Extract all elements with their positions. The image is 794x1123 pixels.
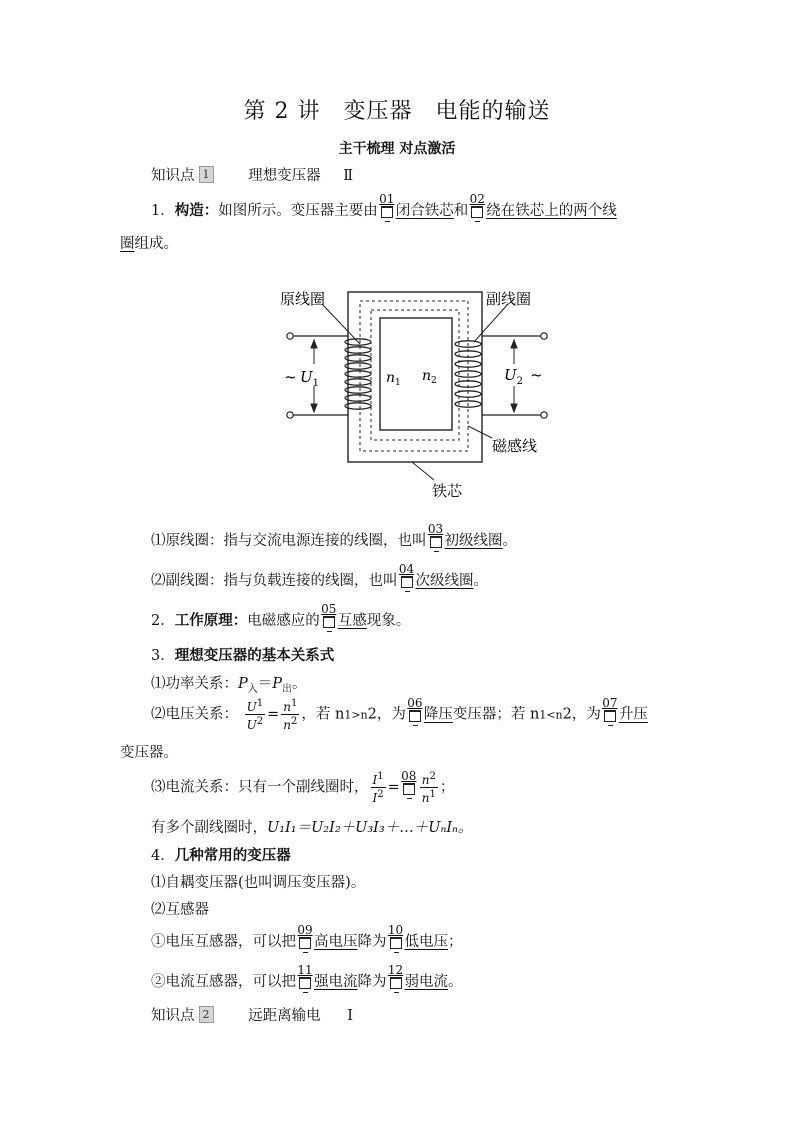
voltage-relation-line2: 变压器。: [120, 745, 178, 761]
item-text: ①电压互感器，可以把: [151, 934, 296, 950]
condition-text: 2，为: [367, 706, 406, 723]
answer-text: 降压: [423, 706, 453, 723]
answer-text: 互感: [337, 613, 367, 629]
condition-text: ，若 n: [301, 706, 345, 723]
fraction-n: $\frac{n^1}{n^2}$: [283, 698, 298, 732]
transformer-diagram: [262, 258, 564, 508]
terminal-secondary-top: [541, 333, 547, 339]
section-heading: 工作原理：: [174, 613, 248, 629]
voltage-transformer-item: [151, 923, 463, 951]
autotransformer-item: ⑴自耦变压器(也叫调压变压器)。: [151, 875, 366, 891]
section-structure: [151, 192, 617, 220]
page-subtitle: 主干梳理 对点激活: [338, 141, 456, 157]
section-number: 2．: [151, 613, 175, 629]
section-heading: 几种常用的变压器: [174, 848, 291, 864]
answer-text: 弱电流: [404, 974, 448, 990]
secondary-coil-label: 副线圈: [486, 290, 532, 308]
blank-number: 10: [387, 923, 404, 937]
item-end: ；: [448, 934, 463, 950]
current-relation: [151, 770, 454, 805]
equals: =: [387, 779, 400, 796]
section-heading: 构造：: [174, 203, 219, 219]
answer-blank: [427, 522, 444, 549]
tilde-left: ~: [284, 368, 297, 386]
kp-title: 理想变压器: [248, 168, 321, 184]
n2-label: $n_2$: [422, 368, 437, 386]
section-structure-line2: [120, 232, 178, 253]
answer-text: 升压: [618, 706, 648, 723]
blank-number: 12: [387, 963, 404, 977]
terminal-primary-top: [287, 333, 293, 339]
section-text: 现象。: [366, 613, 411, 629]
flux-label: 磁感线: [492, 437, 538, 455]
voltage-arrows: [311, 340, 517, 412]
answer-blank: [469, 192, 485, 219]
tilde-right: ~: [530, 366, 543, 384]
multi-coil-formula: U₁I₁＝U₂I₂＋U₃I₃＋…＋UₙIₙ。: [267, 820, 473, 836]
answer-text: 闭合铁芯: [395, 203, 454, 219]
knowledge-point-1: [151, 164, 353, 185]
core-label: 铁芯: [432, 482, 463, 500]
answer-blank: [387, 963, 404, 990]
blank-number: 01: [379, 192, 395, 206]
blank-number: 02: [469, 192, 485, 206]
current-transformer-item: [151, 963, 463, 991]
blank-number: 04: [398, 562, 415, 576]
multi-coil-relation: [151, 816, 472, 837]
answer-blank: [321, 602, 337, 629]
section-text: 如图所示。变压器主要由: [218, 203, 378, 219]
item-text: 降为: [357, 974, 387, 990]
answer-blank: [401, 768, 417, 796]
answer-text: 高电压: [314, 934, 358, 950]
instrument-transformer-item: ⑵互感器: [151, 902, 209, 918]
condition-text: 变压器；若 n: [452, 706, 540, 723]
page-title: 第 2 讲 变压器 电能的输送: [243, 99, 551, 124]
condition-text: 1<n: [539, 708, 563, 722]
power-relation: [151, 672, 307, 695]
section-number: 4．: [151, 848, 175, 864]
answer-blank: [398, 562, 415, 589]
section-relations-heading: [151, 644, 334, 665]
condition-text: 2，为: [562, 706, 601, 723]
kp-level: Ⅱ: [343, 168, 354, 184]
fraction-I: $\frac{I^1}{I^2}$: [372, 771, 384, 805]
kp-label: 知识点: [151, 1008, 195, 1024]
relation-label: ⑵电压关系：: [151, 706, 238, 723]
relation-label: 有多个副线圈时，: [151, 820, 267, 836]
condition-text: 1>n: [344, 708, 368, 722]
subscript-in: 入: [247, 683, 258, 695]
subscript-out: 出: [282, 683, 293, 695]
kp-number-badge: 2: [199, 1006, 214, 1023]
kp-label: 知识点: [151, 168, 195, 184]
flux-line-inner: [371, 310, 459, 440]
period: 。: [292, 676, 307, 692]
answer-text: 绕在铁芯上的两个线: [486, 203, 617, 219]
section-text: 和: [453, 203, 469, 219]
primary-coil-definition: [151, 522, 517, 550]
item-text: ②电流互感器，可以把: [151, 974, 296, 990]
fraction-n: $\frac{n^2}{n^1}$: [421, 771, 436, 805]
answer-text: 强电流: [314, 974, 358, 990]
item-text: 降为: [357, 934, 387, 950]
blank-number: 03: [427, 522, 444, 536]
semicolon: ；: [439, 779, 455, 796]
definition-text: ⑴原线圈：指与交流电源连接的线圈，也叫: [151, 533, 427, 549]
equals: ＝: [257, 676, 273, 692]
U1-label: $U_1$: [300, 368, 320, 389]
answer-text: 低电压: [404, 934, 448, 950]
answer-blank: [407, 695, 423, 723]
section-common-transformers: [151, 844, 291, 865]
voltage-relation: [151, 697, 648, 732]
answer-text: 次级线圈: [415, 573, 474, 589]
answer-blank: [379, 192, 395, 219]
blank-number: 07: [602, 695, 618, 710]
n1-label: $n_1$: [386, 370, 401, 388]
equals: =: [267, 706, 280, 723]
section-number: 3．: [151, 648, 175, 664]
blank-number: 06: [407, 695, 423, 710]
blank-number: 05: [321, 602, 337, 616]
section-text: 组成。: [134, 236, 178, 252]
terminal-secondary-bottom: [541, 412, 547, 418]
knowledge-point-2: [151, 1004, 353, 1025]
primary-coil-label: 原线圈: [280, 290, 326, 308]
section-number: 1．: [151, 203, 175, 219]
answer-blank: [297, 923, 313, 950]
definition-text: ⑵副线圈：指与负载连接的线圈，也叫: [151, 573, 398, 589]
answer-text: 初级线圈: [444, 533, 503, 549]
section-principle: [151, 602, 411, 630]
section-text: 电磁感应的: [247, 613, 320, 629]
section-heading: 理想变压器的基本关系式: [174, 648, 335, 664]
definition-end: 。: [502, 533, 517, 549]
terminal-primary-bottom: [287, 412, 293, 418]
blank-number: 08: [401, 768, 417, 783]
kp-number-badge: 1: [199, 166, 214, 183]
blank-number: 11: [297, 963, 313, 977]
relation-label: ⑴功率关系：: [151, 676, 238, 692]
kp-level: Ⅰ: [347, 1008, 353, 1024]
item-end: 。: [448, 974, 463, 990]
blank-number: 09: [297, 923, 313, 937]
kp-title: 远距离输电: [248, 1008, 321, 1024]
relation-label: ⑶电流关系：只有一个副线圈时，: [151, 779, 369, 796]
fraction-U: $\frac{U^1}{U^2}$: [246, 698, 264, 732]
answer-blank: [297, 963, 313, 990]
U2-label: $U_2$: [504, 366, 524, 387]
answer-blank: [387, 923, 404, 950]
symbol-P: P: [238, 676, 248, 692]
answer-blank: [602, 695, 618, 723]
answer-text: 圈: [120, 236, 135, 252]
definition-end: 。: [473, 573, 488, 589]
symbol-P: P: [272, 676, 283, 692]
secondary-coil-definition: [151, 562, 488, 590]
